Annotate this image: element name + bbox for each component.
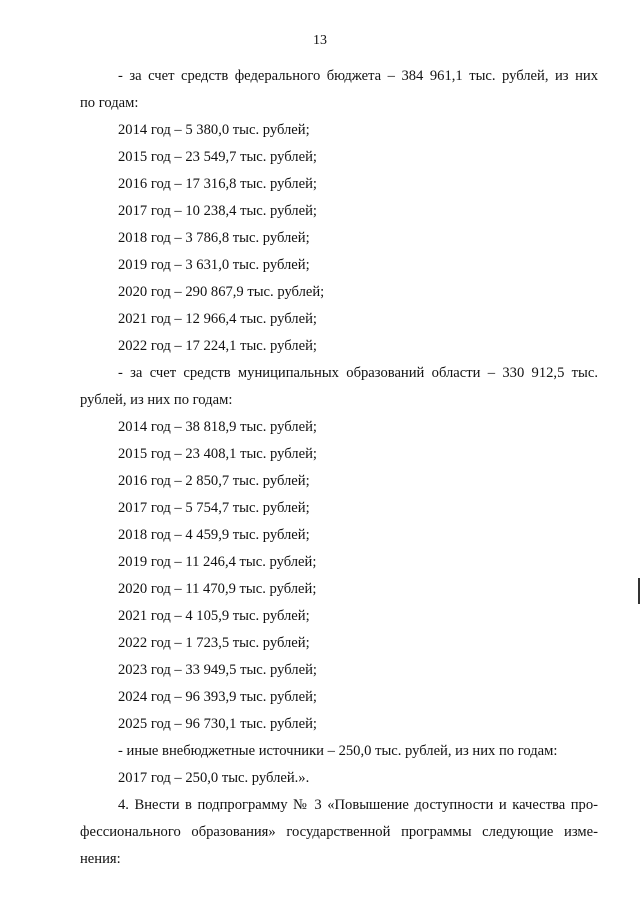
- municipal-year-line: 2018 год – 4 459,9 тыс. рублей;: [118, 527, 310, 543]
- federal-year-line: 2018 год – 3 786,8 тыс. рублей;: [118, 230, 310, 246]
- federal-year-line: 2022 год – 17 224,1 тыс. рублей;: [118, 338, 317, 354]
- municipal-year-line: 2021 год – 4 105,9 тыс. рублей;: [118, 608, 310, 624]
- federal-budget-intro-cont: по годам:: [80, 95, 139, 111]
- extrabudgetary-intro: - иные внебюджетные источники – 250,0 тыс. рублей, из них по годам:: [118, 743, 558, 759]
- federal-year-line: 2015 год – 23 549,7 тыс. рублей;: [118, 149, 317, 165]
- federal-year-line: 2016 год – 17 316,8 тыс. рублей;: [118, 176, 317, 192]
- municipal-year-line: 2019 год – 11 246,4 тыс. рублей;: [118, 554, 317, 570]
- federal-budget-intro: - за счет средств федерального бюджета – 384 961,1 тыс. рублей, из них: [118, 68, 598, 84]
- municipal-year-line: 2015 год – 23 408,1 тыс. рублей;: [118, 446, 317, 462]
- item-4-paragraph: 4. Внести в подпрограмму № 3 «Повышение доступности и качества про-: [118, 797, 598, 813]
- municipal-year-line: 2023 год – 33 949,5 тыс. рублей;: [118, 662, 317, 678]
- municipal-budget-intro-cont: рублей, из них по годам:: [80, 392, 233, 408]
- extrabudgetary-year-line: 2017 год – 250,0 тыс. рублей.».: [118, 770, 310, 786]
- item-4-paragraph-cont: фессионального образования» государственной программы следующие изме-: [80, 824, 598, 840]
- federal-year-line: 2017 год – 10 238,4 тыс. рублей;: [118, 203, 317, 219]
- municipal-year-line: 2016 год – 2 850,7 тыс. рублей;: [118, 473, 310, 489]
- municipal-year-line: 2014 год – 38 818,9 тыс. рублей;: [118, 419, 317, 435]
- federal-year-line: 2020 год – 290 867,9 тыс. рублей;: [118, 284, 325, 300]
- municipal-year-line: 2020 год – 11 470,9 тыс. рублей;: [118, 581, 317, 597]
- page-number: 13: [313, 33, 327, 48]
- federal-year-line: 2021 год – 12 966,4 тыс. рублей;: [118, 311, 317, 327]
- federal-year-line: 2014 год – 5 380,0 тыс. рублей;: [118, 122, 310, 138]
- municipal-year-line: 2022 год – 1 723,5 тыс. рублей;: [118, 635, 310, 651]
- item-4-paragraph-end: нения:: [80, 851, 121, 867]
- federal-year-line: 2019 год – 3 631,0 тыс. рублей;: [118, 257, 310, 273]
- municipal-year-line: 2024 год – 96 393,9 тыс. рублей;: [118, 689, 317, 705]
- municipal-budget-intro: - за счет средств муниципальных образований области – 330 912,5 тыс.: [118, 365, 598, 381]
- municipal-year-line: 2025 год – 96 730,1 тыс. рублей;: [118, 716, 317, 732]
- municipal-year-line: 2017 год – 5 754,7 тыс. рублей;: [118, 500, 310, 516]
